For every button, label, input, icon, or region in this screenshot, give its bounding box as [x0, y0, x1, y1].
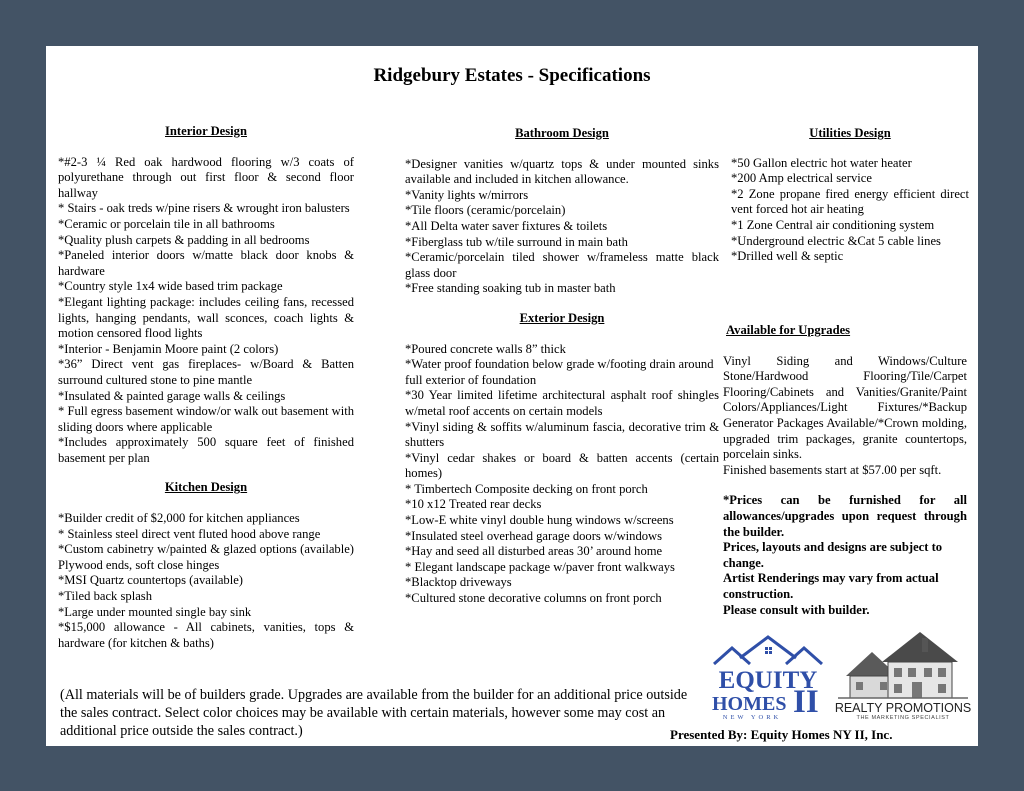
equity-homes-logo [710, 634, 826, 720]
list-item: *36” Direct vent gas fireplaces- w/Board & Batten surround cultured stone to pine mantle [58, 357, 354, 387]
list-item: * Elegant landscape package w/paver front walkways [405, 559, 675, 574]
list-item: *200 Amp electrical service [731, 171, 872, 186]
list-item: *Ceramic or porcelain tile in all bathrooms [58, 216, 275, 231]
list-item: *Insulated & painted garage walls & ceilings [58, 388, 286, 403]
list-item: *Tile floors (ceramic/porcelain) [405, 203, 566, 218]
list-item: *Builder credit of $2,000 for kitchen appliances [58, 511, 300, 526]
bathroom-column [405, 126, 719, 607]
list-item: *Designer vanities w/quartz tops & under mounted sinks available and included in kitchen allowance. [405, 156, 719, 187]
list-item: *Paneled interior doors w/matte black door knobs & hardware [58, 248, 354, 278]
list-item: *Interior - Benjamin Moore paint (2 colors) [58, 341, 279, 356]
upgrades-heading: Available for Upgrades [726, 323, 851, 337]
list-item: *Underground electric &Cat 5 cable lines [731, 233, 941, 248]
upgrade-note: Prices, layouts and designs are subject to change. [723, 540, 943, 570]
exterior-heading: Exterior Design [519, 310, 605, 325]
list-item: *MSI Quartz countertops (available) [58, 573, 243, 588]
list-item: *Insulated steel overhead garage doors w/windows [405, 528, 663, 543]
list-item: * Full egress basement window/or walk out basement with sliding doors where applicable [58, 404, 354, 434]
interior-list [58, 155, 354, 467]
list-item: *10 x12 Treated rear decks [405, 497, 542, 512]
list-item: *#2-3 ¼ Red oak hardwood flooring w/3 coats of polyurethane through out first floor & second floor hallway [58, 154, 354, 200]
upgrade-note: Artist Renderings may vary from actual construction. [723, 571, 939, 601]
list-item: *Low-E white vinyl double hung windows w/screens [405, 513, 674, 528]
list-item: *Includes approximately 500 square feet of finished basement per plan [58, 435, 354, 465]
list-item: *Hay and seed all disturbed areas 30’ around home [405, 544, 663, 559]
list-item: *Country style 1x4 wide based trim package [58, 279, 283, 294]
list-item: *Vinyl siding & soffits w/aluminum fascia, decorative trim & shutters [405, 419, 719, 450]
utilities-list [731, 156, 969, 265]
list-item: * Stainless steel direct vent fluted hood above range [58, 526, 321, 541]
list-item: *Vanity lights w/mirrors [405, 187, 529, 202]
list-item: *Custom cabinetry w/painted & glazed options (available) Plywood ends, soft close hinges [58, 542, 354, 572]
page-title: Ridgebury Estates - Specifications [373, 65, 651, 86]
spec-sheet [46, 46, 978, 746]
footer-note: (All materials will be of builders grade. Upgrades are available from the builder for an additional price outside the sales contract. Select color choices may be available with certain materials, however some may cost an additional price outside the sales contract.) [60, 687, 688, 739]
list-item: * Timbertech Composite decking on front porch [405, 481, 648, 496]
bathroom-heading: Bathroom Design [515, 126, 609, 140]
upgrade-note: *Prices can be furnished for all allowances/upgrades upon request through the builder. [723, 493, 967, 539]
list-item: *Tiled back splash [58, 589, 152, 604]
list-item: *Fiberglass tub w/tile surround in main bath [405, 234, 628, 249]
list-item: *Water proof foundation below grade w/footing drain around full exterior of foundation [405, 357, 714, 387]
equity-logo-numeral: II [793, 684, 819, 720]
upgrade-note: Please consult with builder. [723, 602, 870, 617]
list-item: * Stairs - oak treds w/pine risers & wrought iron balusters [58, 201, 350, 216]
kitchen-list [58, 511, 354, 651]
list-item: *Vinyl cedar shakes or board & batten accents (certain homes) [405, 450, 719, 481]
utilities-heading: Utilities Design [809, 126, 891, 140]
list-item: *50 Gallon electric hot water heater [731, 155, 912, 170]
list-item: *1 Zone Central air conditioning system [731, 217, 935, 232]
kitchen-heading: Kitchen Design [164, 480, 248, 495]
list-item: *Ceramic/porcelain tiled shower w/frameless matte black glass door [405, 250, 719, 280]
list-item: *30 Year limited lifetime architectural asphalt roof shingles w/metal roof accents on certain models [405, 388, 719, 418]
interior-column [58, 124, 354, 651]
list-item: *Quality plush carpets & padding in all bedrooms [58, 232, 310, 247]
realty-logo-tagline: THE MARKETING SPECIALIST [856, 715, 950, 720]
list-item: *Elegant lighting package: includes ceiling fans, recessed lights, hanging pendants, wall sconces, coach lights & motion censored flood lights [58, 294, 354, 341]
list-item: *Free standing soaking tub in master bath [405, 281, 616, 296]
house-illustration-icon [838, 632, 968, 698]
equity-logo-line2: HOMES [712, 693, 787, 715]
list-item: *Poured concrete walls 8” thick [405, 341, 566, 356]
upgrades-column [723, 323, 967, 618]
list-item: *Large under mounted single bay sink [58, 604, 252, 619]
basement-price: Finished basements start at $57.00 per sqft. [723, 462, 942, 477]
bathroom-list [405, 157, 719, 297]
exterior-list [405, 342, 719, 607]
list-item: *Blacktop driveways [405, 575, 512, 590]
list-item: *$15,000 allowance - All cabinets, vanities, tops & hardware (for kitchen & baths) [58, 620, 354, 650]
utilities-column [731, 126, 969, 265]
equity-logo-sub: NEW YORK [722, 714, 782, 720]
equity-logo-line1: EQUITY [718, 667, 818, 694]
presented-by: Presented By: Equity Homes NY II, Inc. [670, 727, 893, 742]
interior-heading: Interior Design [165, 124, 247, 138]
list-item: *2 Zone propane fired energy efficient direct vent forced hot air heating [731, 186, 969, 217]
list-item: *Cultured stone decorative columns on front porch [405, 591, 662, 606]
upgrades-text: Vinyl Siding and Windows/Culture Stone/Hardwood Flooring/Tile/Carpet Flooring/Cabinets and Vanities/Granite/Paint Colors/Appliances/Light Fixtures/*Backup Generator Packages Available/*Crown molding, upgraded trim packages, granite countertops, porcelain sinks. [723, 353, 967, 462]
realty-promotions-logo [832, 628, 974, 720]
realty-logo-name: REALTY PROMOTIONS [834, 701, 972, 715]
list-item: *Drilled well & septic [731, 249, 844, 264]
list-item: *All Delta water saver fixtures & toilets [405, 218, 608, 233]
